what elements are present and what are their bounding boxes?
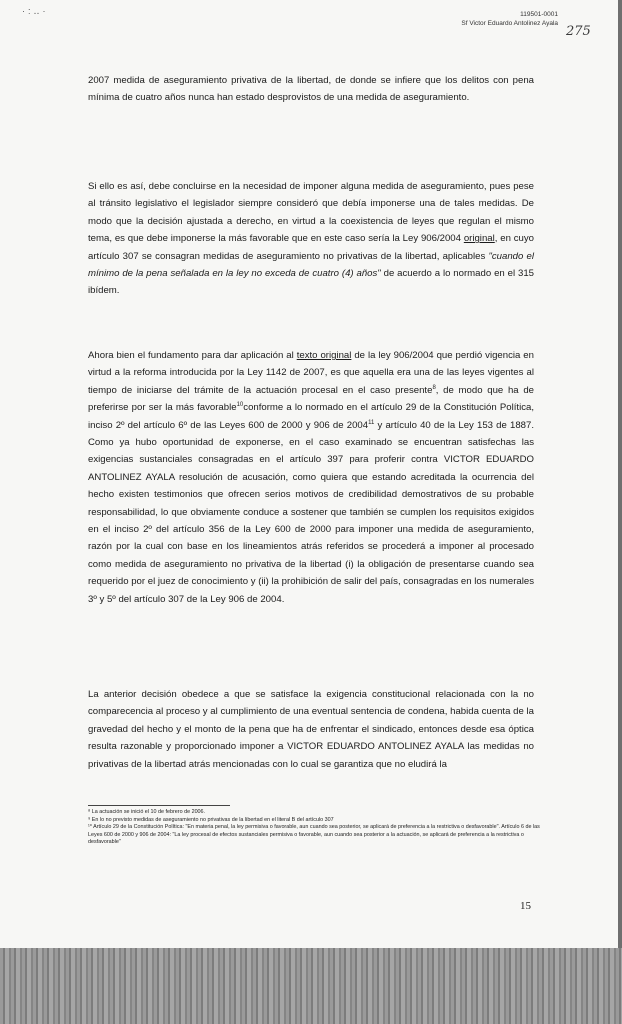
- footnote-ref-11: 11: [368, 419, 375, 426]
- paragraph-1: [88, 72, 534, 107]
- p2-text-b: , en cuyo artículo 307 se consagran medidas de aseguramiento no privativas de la libertad, aplicables: [88, 233, 534, 262]
- p3-text-b: de la ley 906/2004 que perdió vigencia en virtud a la reforma introducida por la Ley 1142 de 2007, es que aquella era una de las leyes vigentes al tiempo de iniciarse del trámite de la actuación procesal en el caso presente: [88, 350, 534, 396]
- footnote-separator: [88, 805, 230, 806]
- party-name: Sf Victor Eduardo Antolinez Ayala: [461, 20, 558, 27]
- p3-text-a: Ahora bien el fundamento para dar aplicación al: [88, 350, 294, 361]
- scan-specks: ·:‥·: [22, 6, 49, 16]
- footnote-ref-8: 8: [432, 384, 436, 391]
- p2-text-c: de acuerdo a lo normado en el 315 ibídem.: [88, 268, 534, 297]
- footnote-8: ⁸ La actuación se inició el 10 de febrero de 2006.: [88, 809, 206, 815]
- p3-text-c: , de modo que ha de preferirse por ser la más favorable: [88, 384, 534, 414]
- p2-underlined-original: original: [463, 233, 495, 245]
- footnotes: [88, 809, 548, 847]
- paragraph-4: [88, 686, 534, 773]
- paragraph-4-text: La anterior decisión obedece a que se satisface la exigencia constitucional relacionada con la no comparecencia al proceso y al cumplimiento de una eventual sentencia de condena, habida cuenta de la gravedad del hecho y el monto de la pena que ha de enfrentar el sindicado, entonces desde esa óptica resulta razonable y proporcionado imponer a VICTOR EDUARDO ANTOLINEZ AYALA las medidas no privativas de la libertad atrás mencionadas con lo cual se garantiza que no eludirá la: [88, 689, 534, 770]
- handwritten-folio-number: 275: [566, 24, 591, 39]
- footnote-10: ¹⁰ Artículo 29 de la Constitución Política: "En materia penal, la ley permisiva o favorable, aun cuando sea posterior, se aplicará de preferencia a la restrictiva o desfavorable". Artículo 6 de las Leyes 600 de 2000 y 906 de 2004: "La ley procesal de efectos sustanciales permisiva o favorable, aun cuando sea posterior a la actuación, se aplicará de preferencia a la restrictiva o desfavorable": [88, 824, 540, 846]
- paragraph-1-text: 2007 medida de aseguramiento privativa de la libertad, de donde se infiere que los delitos con pena mínima de cuatro años nunca han estado desprovistos de una medida de aseguramiento.: [88, 75, 534, 104]
- footnote-ref-10: 10: [236, 402, 244, 409]
- p3-text-e: y artículo 40 de la Ley 153 de 1887. Como ya hubo oportunidad de exponerse, en el caso examinado se encuentran satisfechas las exigencias sustanciales consagradas en el artículo 397 para proferir contra VICTOR EDUARDO ANTOLINEZ AYALA resolución de acusación, como quiera que estando acreditada la ocurrencia del hecho existen testimonios que ofrecen serios motivos de credibilidad demostrativos de su probable responsabilidad, lo que obviamente conduce a sostener que también se cumplen los requisitos exigidos en el inciso 2º del artículo 356 de la Ley 600 de 2000 para imponer una medida de aseguramiento, razón por la cual con base en los lineamientos atrás referidos se procederá a imponer al procesado como medida de aseguramiento no privativa de la libertad (i) la obligación de presentarse cuando sea requerido por el juez de conocimiento y (ii) la prohibición de salir del país, consagradas en los numerales 3º y 5º del artículo 307 de la Ley 906 de 2004.: [88, 419, 534, 605]
- paragraph-3: [88, 347, 534, 608]
- case-number: 119501-0001: [520, 11, 558, 18]
- scanner-bed-strip: [0, 948, 622, 1024]
- scan-edge: [618, 0, 622, 948]
- page-number: 15: [520, 900, 531, 912]
- p2-text-a: Si ello es así, debe concluirse en la necesidad de imponer alguna medida de aseguramiento, pues pese al tránsito legislativo el legislador siempre consideró que debía imponerse una de tales medidas. De modo que la decisión ajustada a derecho, en virtud a la coexistencia de leyes que regulan el mismo tema, es que debe imponerse la más favorable que en este caso sería la Ley 906/2004: [88, 181, 534, 245]
- footnote-9: ⁹ En lo no previsto medidas de aseguramiento no privativas de la libertad en el literal B del artículo 307: [88, 816, 334, 823]
- page-header: [461, 10, 558, 28]
- p3-underlined-texto-original: texto original: [296, 350, 352, 361]
- p2-italic-quote: "cuando el mínimo de la pena señalada en la ley no exceda de cuatro (4) años": [88, 250, 534, 280]
- p3-text-d: conforme a lo normado en el artículo 29 de la Constitución Política, inciso 2º del artículo 6º de las Leyes 600 de 2000 y 906 de 2004: [88, 402, 534, 431]
- paragraph-2: [88, 178, 534, 300]
